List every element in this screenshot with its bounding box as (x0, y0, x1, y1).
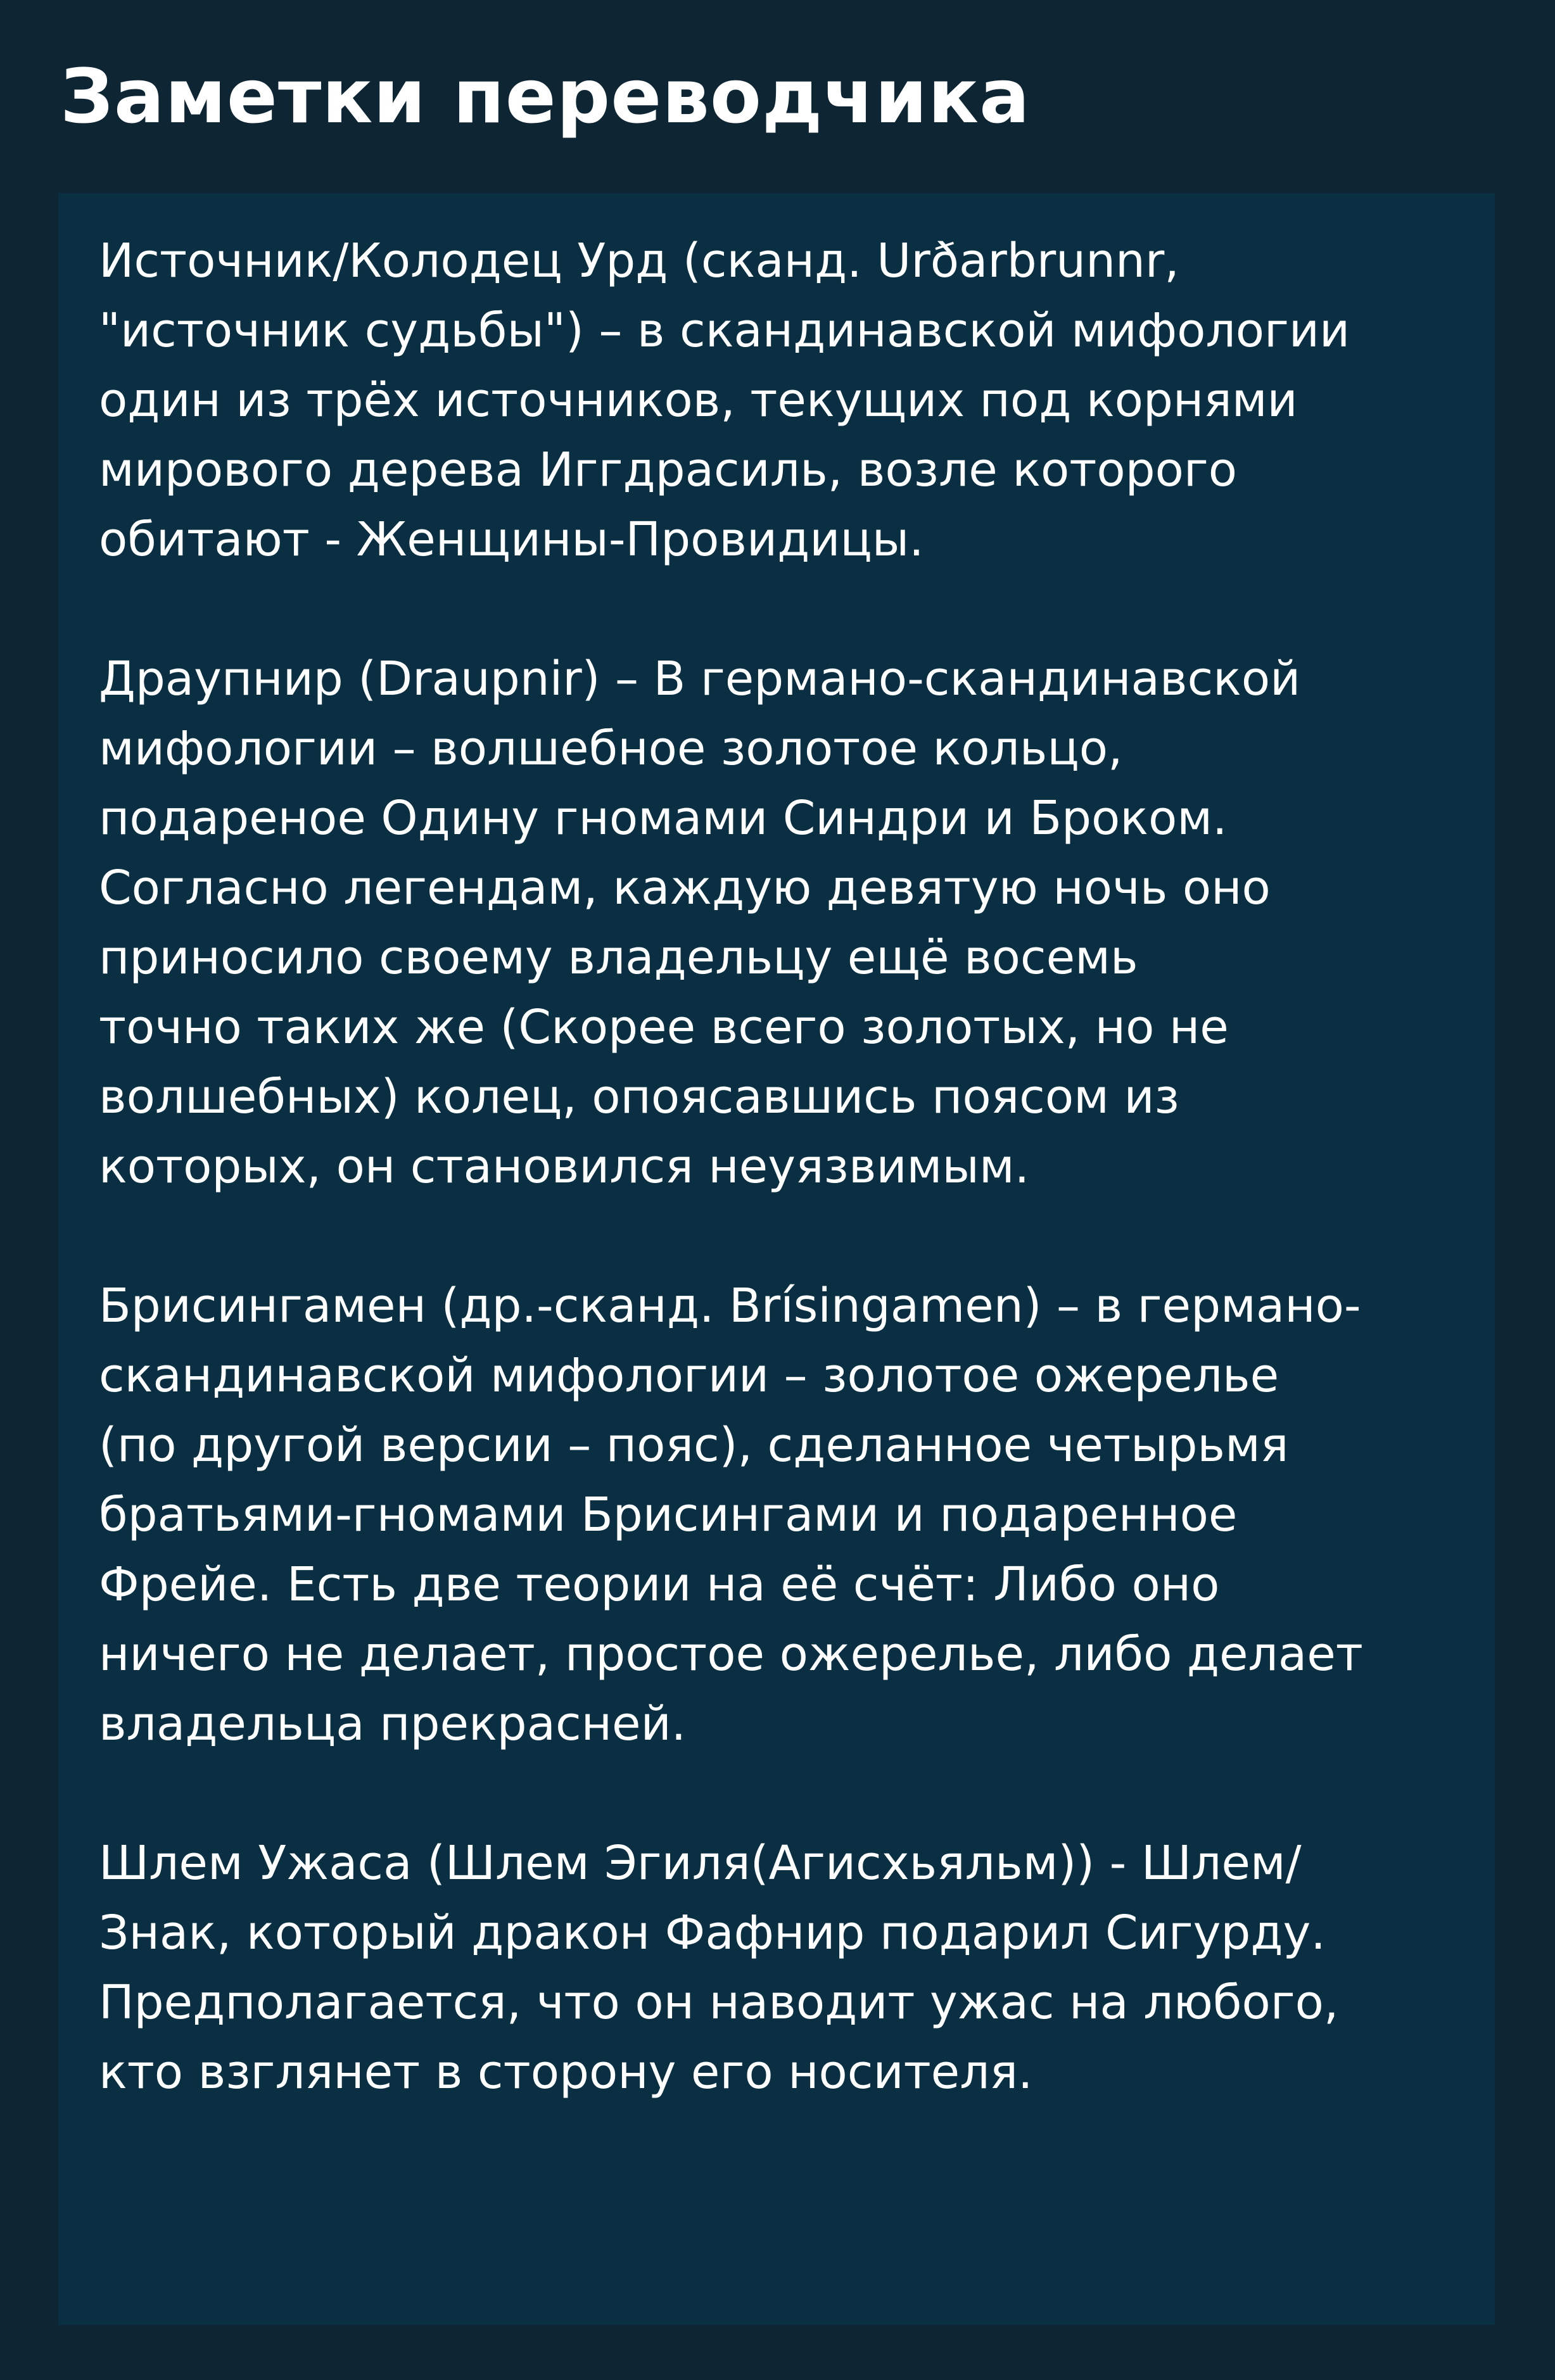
note-line: "источник судьбы") – в скандинавской мифологии (99, 303, 1350, 358)
note-line: точно таких же (Скорее всего золотых, но не (99, 1000, 1229, 1054)
note-line: Фрейе. Есть две теории на её счёт: Либо оно (99, 1557, 1220, 1612)
note-brisingamen (99, 1271, 1457, 1759)
page-title: Заметки переводчика (60, 53, 1031, 140)
note-line: Согласно легендам, каждую девятую ночь оно (99, 861, 1271, 915)
note-line: приносило своему владельцу ещё восемь (99, 930, 1138, 985)
note-urd (99, 226, 1457, 574)
note-line: владельца прекрасней. (99, 1697, 687, 1751)
note-line: Источник/Колодец Урд (сканд. Urðarbrunnr, (99, 234, 1179, 288)
notes-panel (58, 193, 1495, 2325)
note-line: братьями-гномами Брисингами и подаренное (99, 1488, 1238, 1542)
note-line: волшебных) колец, опоясавшись поясом из (99, 1070, 1179, 1124)
note-line: обитают - Женщины-Провидицы. (99, 512, 924, 567)
note-line: которых, он становился неуязвимым. (99, 1139, 1030, 1194)
note-line: кто взглянет в сторону его носителя. (99, 2045, 1033, 2099)
note-line: Знак, который дракон Фафнир подарил Сигурду. (99, 1906, 1326, 1960)
note-helm-of-awe (99, 1828, 1457, 2107)
note-line: Предполагается, что он наводит ужас на любого, (99, 1975, 1339, 2030)
note-line: Драупнир (Draupnir) – В германо-скандинавской (99, 652, 1301, 706)
note-draupnir (99, 644, 1457, 1201)
note-line: Шлем Ужаса (Шлем Эгиля(Агисхьяльм)) - Шлем/ (99, 1836, 1302, 1890)
note-line: мирового дерева Иггдрасиль, возле которого (99, 443, 1238, 497)
note-line: подареное Одину гномами Синдри и Броком. (99, 791, 1228, 845)
note-line: скандинавской мифологии – золотое ожерелье (99, 1348, 1279, 1403)
note-line: один из трёх источников, текущих под корнями (99, 373, 1298, 427)
note-line: Брисингамен (др.-сканд. Brísingamen) – в германо- (99, 1279, 1361, 1333)
note-line: мифологии – волшебное золотое кольцо, (99, 721, 1123, 776)
note-line: (по другой версии – пояс), сделанное четырьмя (99, 1418, 1289, 1472)
note-line: ничего не делает, простое ожерелье, либо делает (99, 1627, 1363, 1681)
